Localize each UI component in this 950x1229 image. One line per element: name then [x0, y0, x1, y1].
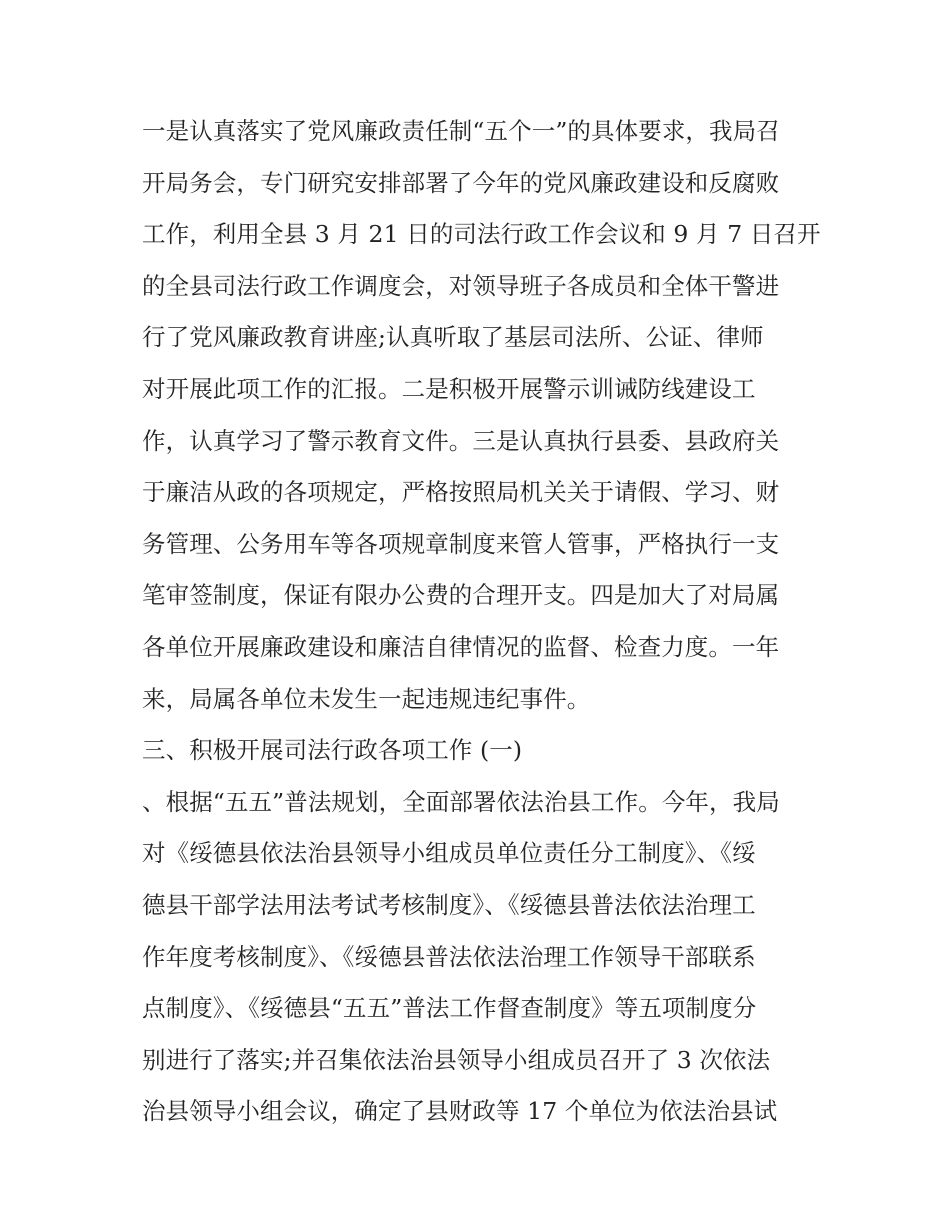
text-line: 的全县司法行政工作调度会，对领导班子各成员和全体干警进: [142, 271, 780, 300]
text-line: 、根据“五五”普法规划，全面部署依法治县工作。今年，我局: [142, 787, 780, 816]
body-text: [142, 106, 822, 1138]
text-line: 开局务会，专门研究安排部署了今年的党风廉政建设和反腐败: [142, 168, 780, 197]
text-line: 点制度》、《绥德县“五五”普法工作督查制度》等五项制度分: [142, 994, 757, 1023]
text-line: 作年度考核制度》、《绥德县普法依法治理工作领导干部联系: [142, 942, 756, 971]
text-line: 各单位开展廉政建设和廉洁自律情况的监督、检查力度。一年: [142, 632, 780, 661]
text-line: 来，局属各单位未发生一起违规违纪事件。: [142, 684, 591, 713]
section-heading: 三、积极开展司法行政各项工作 (一): [142, 736, 523, 765]
text-line: 治县领导小组会议，确定了县财政等 17 个单位为依法治县试: [142, 1097, 778, 1126]
text-line: 行了党风廉政教育讲座;认真听取了基层司法所、公证、律师: [142, 323, 764, 352]
text-line: 务管理、公务用车等各项规章制度来管人管事，严格执行一支: [142, 529, 780, 558]
text-line: 一是认真落实了党风廉政责任制“五个一”的具体要求，我局召: [142, 117, 780, 145]
text-line: 对《绥德县依法治县领导小组成员单位责任分工制度》、《绥: [142, 839, 756, 868]
text-line: 工作，利用全县 3 月 21 日的司法行政工作会议和 9 月 7 日召开: [142, 220, 821, 249]
text-line: 对开展此项工作的汇报。二是积极开展警示训诫防线建设工: [142, 374, 756, 403]
text-line: 德县干部学法用法考试考核制度》、《绥德县普法依法治理工: [142, 890, 756, 919]
text-line: 作，认真学习了警示教育文件。三是认真执行县委、县政府关: [142, 426, 780, 455]
text-line: 笔审签制度，保证有限办公费的合理开支。四是加大了对局属: [142, 581, 780, 610]
text-line: 别进行了落实;并召集依法治县领导小组成员召开了 3 次依法: [142, 1045, 771, 1074]
text-line: 于廉洁从政的各项规定，严格按照局机关关于请假、学习、财: [142, 478, 780, 507]
